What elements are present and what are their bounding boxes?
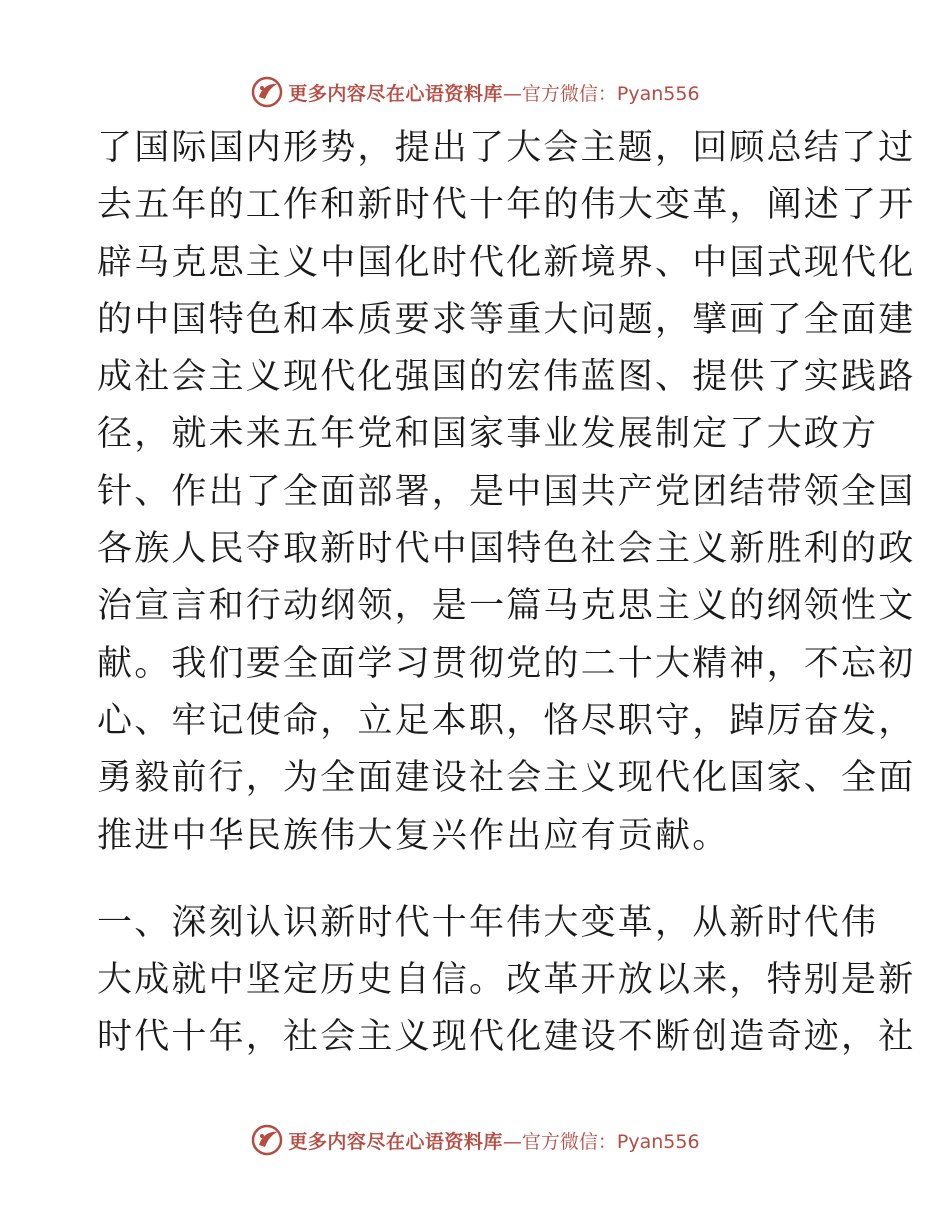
text-line: 推进中华民族伟大复兴作出应有贡献。 [97, 815, 730, 856]
text-line: 去五年的工作和新时代十年的伟大变革，阐述了开 [97, 185, 916, 226]
text-line: 治宣言和行动纲领，是一篇马克思主义的纲领性文 [97, 586, 916, 627]
text-line: 针、作出了全面部署，是中国共产党团结带领全国 [97, 471, 916, 512]
text-line: 径，就未来五年党和国家事业发展制定了大政方 [97, 414, 879, 455]
watermark-text: 更多内容尽在心语资料库 [288, 82, 503, 105]
text-line: 辟马克思主义中国化时代化新境界、中国式现代化 [97, 242, 916, 283]
text-line: 成社会主义现代化强国的宏伟蓝图、提供了实践路 [97, 357, 916, 398]
text-line: 一、深刻认识新时代十年伟大变革，从新时代伟 [97, 902, 879, 943]
text-line: 各族人民夺取新时代中国特色社会主义新胜利的政 [97, 529, 916, 570]
header-watermark [0, 72, 950, 112]
paragraph-gap [97, 865, 857, 895]
brand-logo-icon [250, 1123, 284, 1157]
text-line: 时代十年，社会主义现代化建设不断创造奇迹，社 [97, 1017, 916, 1058]
text-line: 的中国特色和本质要求等重大问题，擘画了全面建 [97, 299, 916, 340]
text-line: 大成就中坚定历史自信。改革开放以来，特别是新 [97, 960, 916, 1001]
watermark-subtext: —官方微信：Pyan556 [502, 82, 700, 105]
text-line: 勇毅前行，为全面建设社会主义现代化国家、全面 [97, 758, 916, 799]
watermark-text: 更多内容尽在心语资料库 [288, 1130, 503, 1153]
watermark-subtext: —官方微信：Pyan556 [502, 1130, 700, 1153]
text-line: 献。我们要全面学习贯彻党的二十大精神，不忘初 [97, 643, 916, 684]
text-line: 心、牢记使命，立足本职，恪尽职守，踔厉奋发， [97, 700, 916, 741]
footer-watermark [0, 1120, 950, 1160]
document-body [97, 120, 916, 1067]
text-line: 了国际国内形势，提出了大会主题，回顾总结了过 [97, 128, 916, 168]
brand-logo-icon [250, 75, 284, 109]
